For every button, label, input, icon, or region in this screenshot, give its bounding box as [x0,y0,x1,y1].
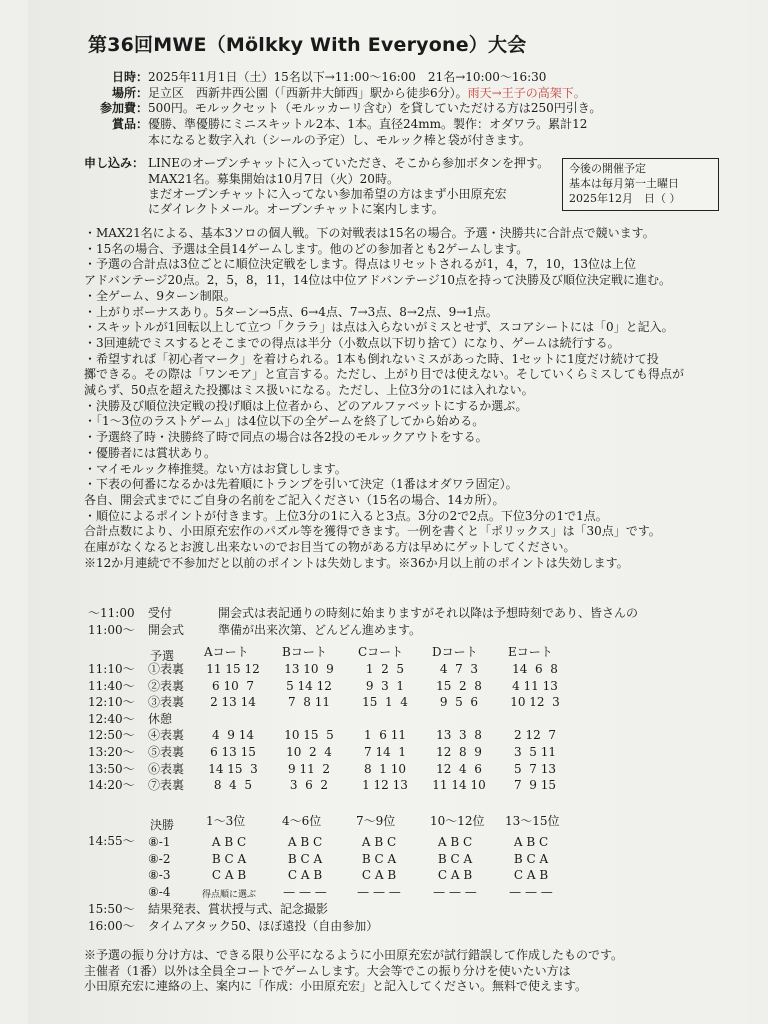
fee-row [98,101,601,116]
date-value: 2025年11月1日（土）15名以下→11:00〜16:00 21名→10:00〜16:30 [148,70,547,84]
prelim-row-time: 14:20〜 [88,778,135,793]
footer-line: 小田原充宏に連絡の上、案内に「作成：小田原充宏」と記入してください。無料で使えます。 [84,979,588,994]
final-cell: A B C [211,835,247,849]
prelim-cell: 13 3 8 [436,728,482,743]
prelim-cell: 7 14 1 [364,745,406,759]
rule-line: ・マイモルック棒推奨。ない方はお貸しします。 [84,461,347,476]
rule-line: ・下表の何番になるかは先着順にトランプを引いて決定（1番はオダワラ固定）。 [84,477,518,492]
final-group-2: 4〜6位 [282,814,322,828]
final-cell: C A B [437,868,473,882]
closing-time-2: 16:00〜 [88,919,135,933]
fee-value: 500円。モルックセット（モルッカーリ含む）を貸していただける方は250円引き。 [148,101,602,115]
prize-label: 賞品： [111,117,148,131]
opening-time-1: 〜11:00 [88,606,135,620]
place-value: 足立区 西新井西公園（「西新井大師西」駅から徒歩6分）。 [148,86,468,100]
apply-label: 申し込み： [84,156,145,170]
prelim-cell: 12 4 6 [436,761,482,776]
prize-row [98,117,587,132]
final-cell: — — — [509,884,553,899]
prelim-cell: 1 2 5 [365,662,405,676]
prelim-row-label: ⑥表裏 [148,761,185,776]
opening-note-2: 準備が出来次第、どんどん進めます。 [218,623,422,637]
prelim-row-time: 12:40〜 [88,711,135,726]
final-cell: B C A [361,851,397,866]
final-cell: B C A [287,851,323,866]
court-header-d: Dコート [432,645,478,659]
prelim-cell: 13 10 9 [284,662,334,676]
rule-line: ・希望すれば「初心者マーク」を着けられる。1本も倒れないミスがあった時、1セットに1度だけ続けて投 [84,351,659,366]
rule-line: 各自、開会式までにご自身の名前をご記入ください（15名の場合、14カ所）。 [84,492,505,507]
prelim-head: 予選 [150,649,175,663]
court-header-a: Aコート [204,645,249,659]
rule-line: ・全ゲーム、9ターン制限。 [84,288,236,303]
final-cell: — — — [357,884,401,899]
place-row [98,86,586,101]
prelim-row-label: ⑦表裏 [148,778,185,793]
final-cell: A B C [513,835,549,849]
place-rain-note: 雨天→王子の高架下。 [467,86,586,100]
final-cell: B C A [211,851,247,866]
final-cell: — — — [283,884,327,899]
prelim-cell: 14 15 3 [208,761,258,776]
final-cell: — — — [433,884,477,899]
prelim-cell: 8 4 5 [213,778,253,793]
prelim-row-label: ①表裏 [148,662,185,676]
schedule-box [562,158,719,211]
footer-note [84,948,623,995]
rule-line: ・「1〜3位のラストゲーム」は4位以下の全ゲームを終了してから始める。 [84,414,485,429]
prelim-cell: 6 13 15 [210,745,256,759]
prelim-cell: 1 12 13 [362,778,408,793]
rule-line: ・予選終了時・決勝終了時で同点の場合は各2投のモルックアウトをする。 [84,430,488,445]
prelim-cell: 9 3 1 [365,678,405,693]
prelim-cell: 1 6 11 [364,728,406,743]
final-cell: C A B [513,868,549,882]
closing-text-1: 結果発表、賞状授与式、記念撮影 [148,902,329,916]
prelim-cell: 15 2 8 [436,678,482,693]
rule-line: 減らず、50点を超えた投擲はミス扱いになる。ただし、上位3分の1には入れない。 [84,383,534,398]
court-header-b: Bコート [282,645,327,659]
prelim-cell: 15 1 4 [362,695,408,710]
prelim-cell: 12 8 9 [436,745,482,759]
footer-line: 主催者（1番）以外は全員全コートでゲームします。大会等でこの振り分けを使いたい方は [84,963,571,978]
rule-line: ・15名の場合、予選は全員14ゲームします。他のどの参加者とも2ゲームします。 [84,241,529,256]
prelim-cell: 6 10 7 [212,678,254,693]
prelim-cell: 11 14 10 [432,778,486,793]
court-header-c: Cコート [358,645,404,659]
final-cell: B C A [513,851,549,866]
prelim-row-label: ②表裏 [148,678,185,693]
prelim-cell: 9 5 6 [439,695,479,710]
prelim-cell: 10 12 3 [510,695,560,710]
place-label: 場所： [111,86,148,100]
prelim-cell: 2 13 14 [210,695,256,710]
apply-line-1: LINEのオープンチャットに入っていただき、そこから参加ボタンを押す。 [148,156,550,170]
final-cell: 得点順に選ぶ [201,889,256,900]
prelim-cell: 11 15 12 [206,662,260,676]
date-label: 日時： [111,70,148,84]
opening-label-2: 開会式 [148,623,185,637]
schedule-line-2: 基本は毎月第一土曜日 [569,177,679,190]
prelim-cell: 14 6 8 [512,662,558,676]
final-row-label: ⑧-1 [148,835,171,849]
rules-list [84,226,684,571]
prelim-cell: 7 8 11 [288,695,330,710]
prelim-cell: 4 9 14 [212,728,254,743]
rule-line: ・順位によるポイントが付きます。上位3分の1に入ると3点。3分の2で2点。下位3分の1で1点。 [84,508,608,523]
opening-label-1: 受付 [148,606,173,620]
rule-line: 擲できる。その際は「ワンモア」と宣言する。ただし、上がり目では使えない。そしていくらミスしても得点が [84,367,685,382]
final-group-4: 10〜12位 [430,814,485,828]
rule-line: ・優勝者には賞状あり。 [84,445,217,460]
rule-line: 合計点数により、小田原充宏作のパズル等を獲得できます。一例を書くと「ポリックス」は「30点」です。 [84,524,661,539]
final-cell: A B C [287,835,323,849]
prelim-row-label: ⑤表裏 [148,745,185,759]
prelim-row-label: 休憩 [148,711,173,726]
prelim-cell: 8 1 10 [364,761,406,776]
opening-time-2: 11:00〜 [88,623,135,637]
final-cell: C A B [287,868,323,882]
final-time: 14:55〜 [88,834,135,848]
prelim-cell: 3 5 11 [514,745,556,759]
apply-line-2: MAX21名。募集開始は10月7日（火）20時。 [148,172,399,186]
court-header-e: Eコート [508,645,553,659]
prelim-cell: 10 15 5 [284,728,334,743]
rule-line: ・3回連続でミスするとそこまでの得点は半分（小数点以下切り捨て）になり、ゲームは続行する。 [84,335,620,350]
final-cell: C A B [211,868,247,882]
prelim-cell: 7 9 15 [514,778,556,793]
prelim-row-time: 11:40〜 [88,678,135,693]
apply-line-4: にダイレクトメール。オープンチャットに案内します。 [148,202,444,216]
fee-label: 参加費： [99,101,148,115]
date-row [98,70,546,85]
rule-line: ・スキットルが1回転以上して立つ「クララ」は点は入らないがミスとせず、スコアシートには「0」と記入。 [84,320,674,335]
schedule-line-1: 今後の開催予定 [569,162,646,175]
rule-line: ※12か月連続で不参加だと以前のポイントは失効します。※36か月以上前のポイントは失効します。 [84,555,629,570]
prelim-row-time: 12:50〜 [88,728,135,743]
prelim-cell: 4 7 3 [439,662,479,676]
closing-time-1: 15:50〜 [88,902,135,916]
final-cell: B C A [437,851,473,866]
final-group-3: 7〜9位 [356,814,396,828]
apply-line-3: まだオープンチャットに入ってない参加希望の方はまず小田原充宏 [148,187,507,201]
final-cell: C A B [361,868,397,882]
final-row-label: ⑧-2 [148,851,171,866]
prelim-row-label: ④表裏 [148,728,185,743]
prelim-row-time: 11:10〜 [88,662,135,676]
final-group-5: 13〜15位 [505,814,560,828]
rule-line: ・上がりボーナスあり。5ターン→5点、6→4点、7→3点、8→2点、9→1点。 [84,304,498,319]
final-cell: A B C [361,835,397,849]
prelim-row-time: 13:20〜 [88,745,135,759]
final-group-1: 1〜3位 [206,814,246,828]
prelim-row-time: 12:10〜 [88,695,135,710]
final-head: 決勝 [150,818,175,832]
prelim-row-time: 13:50〜 [88,761,135,776]
prize-line-1: 優勝、準優勝にミニスキットル2本、1本。直径24mm。製作：オダワラ。累計12 [148,117,588,131]
prelim-cell: 9 11 2 [288,761,330,776]
prelim-cell: 3 6 2 [289,778,329,793]
prelim-cell: 5 14 12 [286,678,332,693]
rule-line: アドバンテージ20点。2，5，8，11，14位は中位アドバンテージ10点を持って決勝及び順位決定戦に進む。 [84,273,672,288]
final-row-label: ⑧-4 [148,884,171,899]
closing-text-2: タイムアタック50、ほぼ遠投（自由参加） [148,919,379,933]
footer-line: ※予選の振り分け方は、できる限り公平になるように小田原充宏が試行錯誤して作成したものです。 [84,948,624,962]
prelim-cell: 2 12 7 [514,728,556,743]
rule-line: 在庫がなくなるとお渡し出来ないのでお目当ての物がある方は早めにゲットしてください。 [84,540,576,555]
prelim-row-label: ③表裏 [148,695,185,710]
rule-line: ・MAX21名による、基本3ソロの個人戦。下の対戦表は15名の場合。予選・決勝共に合計点で競います。 [84,226,655,240]
rule-line: ・決勝及び順位決定戦の投げ順は上位者から、どのアルファベットにするか選ぶ。 [84,398,528,413]
prelim-cell: 5 7 13 [514,761,556,776]
rule-line: ・予選の合計点は3位ごとに順位決定戦をします。得点はリセットされるが1，4，7，10，13位は上位 [84,257,637,272]
prelim-cell: 10 2 4 [286,745,332,759]
opening-note-1: 開会式は表記通りの時刻に始まりますがそれ以降は予想時刻であり、皆さんの [218,606,639,620]
prize-line-2: 本になると数字入れ（シールの予定）し、モルック棒と袋が付きます。 [148,133,531,147]
schedule-line-3: 2025年12月 日（ ） [569,192,681,205]
final-cell: A B C [437,835,473,849]
final-row-label: ⑧-3 [148,868,171,882]
prelim-cell: 4 11 13 [512,678,558,693]
page-title: 第36回MWE（Mölkky With Everyone）大会 [88,34,527,56]
